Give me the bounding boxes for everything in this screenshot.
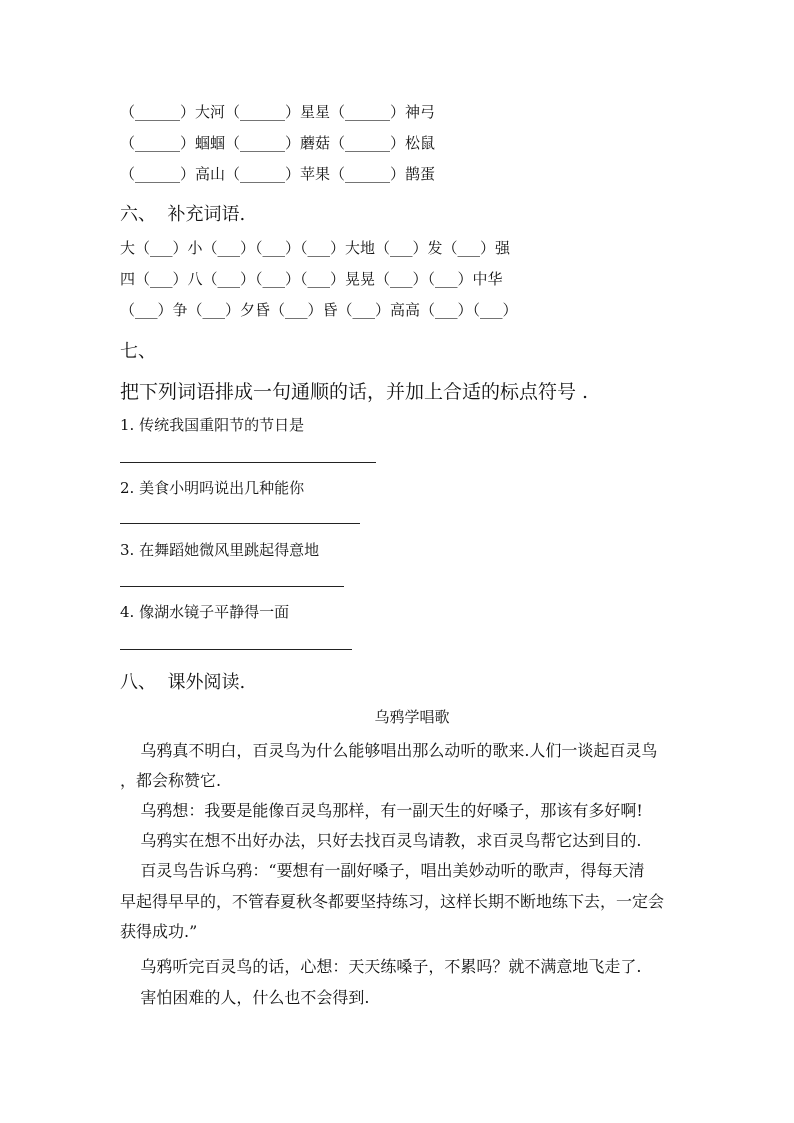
section-eight-heading: 八、 课外阅读. (120, 672, 246, 693)
section-six-heading: 六、 补充词语. (120, 204, 246, 225)
sentence-item-4: 4. 像湖水镜子平静得一面 (120, 603, 290, 621)
answer-line-3[interactable] (120, 586, 344, 587)
sentence-item-1: 1. 传统我国重阳节的节日是 (120, 416, 305, 434)
story-line-9: 害怕困难的人，什么也不会得到. (120, 988, 370, 1007)
story-line-6: 早起得早早的，不管春夏秋冬都要坚持练习，这样长期不断地练下去，一定会 (120, 892, 665, 911)
section-seven-instruction: 把下列词语排成一句通顺的话，并加上合适的标点符号 . (120, 381, 589, 403)
answer-line-2[interactable] (120, 523, 360, 524)
idiom-row-2: 四（___）八（___）（___）（___）晃晃（___）（___）中华 (120, 270, 503, 288)
sentence-item-3: 3. 在舞蹈她微风里跳起得意地 (120, 541, 320, 559)
section-seven-heading: 七、 (120, 341, 156, 362)
story-line-1: 乌鸦真不明白，百灵鸟为什么能够唱出那么动听的歌来.人们一谈起百灵鸟 (120, 741, 658, 760)
idiom-row-3: （___）争（___）夕昏（___）昏（___）高高（___）（___） (120, 301, 518, 319)
story-line-4: 乌鸦实在想不出好办法，只好去找百灵鸟请教，求百灵鸟帮它达到目的. (120, 831, 642, 850)
story-line-5: 百灵鸟告诉乌鸦：“要想有一副好嗓子，唱出美妙动听的歌声，得每天清 (120, 861, 645, 880)
story-line-2: ，都会称赞它. (120, 771, 222, 790)
story-line-8: 乌鸦听完百灵鸟的话，心想：天天练嗓子，不累吗？就不满意地飞走了. (120, 957, 642, 976)
story-title: 乌鸦学唱歌 (374, 708, 450, 726)
answer-line-4[interactable] (120, 649, 352, 650)
fill-row-1: （______）大河（______）星星（______）神弓 (120, 103, 436, 121)
fill-row-2: （______）蝈蝈（______）蘑菇（______）松鼠 (120, 134, 436, 152)
idiom-row-1: 大（___）小（___）（___）（___）大地（___）发（___）强 (120, 239, 511, 257)
fill-row-3: （______）高山（______）苹果（______）鹊蛋 (120, 165, 436, 183)
sentence-item-2: 2. 美食小明吗说出几种能你 (120, 479, 305, 497)
answer-line-1[interactable] (120, 462, 376, 463)
story-line-7: 获得成功.” (120, 922, 198, 941)
story-line-3: 乌鸦想：我要是能像百灵鸟那样，有一副天生的好嗓子，那该有多好啊! (120, 801, 643, 820)
